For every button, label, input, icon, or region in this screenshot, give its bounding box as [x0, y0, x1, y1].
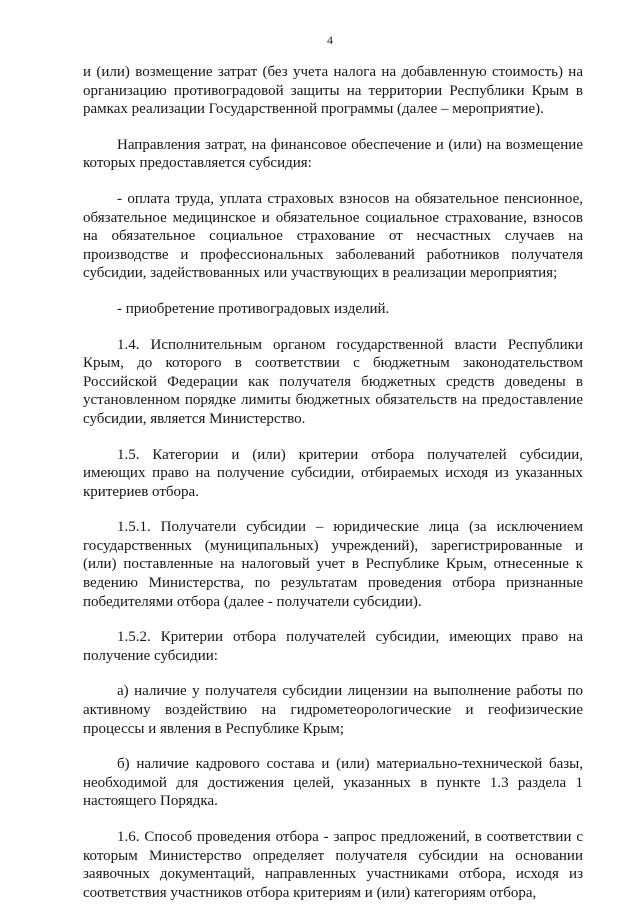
- paragraph-1-5-1: 1.5.1. Получатели субсидии – юридические лица (за исключением государственных (муниципальных) учреждений), зарегистрированные и (или) поставленные на налоговый учет в Республике Крым, отнесенные к ведению Министерства, по результатам проведения отбора признанные победителями отбора (далее - получатели субсидии).: [83, 519, 583, 610]
- page-number: 4: [327, 33, 333, 47]
- paragraph-labor-costs: - оплата труда, уплата страховых взносов на обязательное пенсионное, обязательное медицинское и обязательное социальное страхование, взносов на обязательное социальное страхование от несчастных случаев на производстве и профессиональных заболеваний работников получателя субсидии, задействованных или участвующих в реализации мероприятия;: [83, 190, 583, 282]
- paragraph-criterion-a: а) наличие у получателя субсидии лицензии на выполнение работы по активному воздействию на гидрометеорологические и геофизические процессы и явления в Республике Крым;: [83, 683, 583, 737]
- paragraph-1-4: 1.4. Исполнительным органом государственной власти Республики Крым, до которого в соответствии с бюджетным законодательством Российской Федерации как получателя бюджетных средств доведены в установленном порядке лимиты бюджетных обязательств на предоставление субсидии, является Министерство.: [83, 336, 583, 427]
- paragraph-continuation: и (или) возмещение затрат (без учета налога на добавленную стоимость) на организацию противоградовой защиты на территории Республики Крым в рамках реализации Государственной программы (далее – мероприятие).: [83, 64, 583, 118]
- document-body: [83, 63, 583, 919]
- paragraph-1-5-2: 1.5.2. Критерии отбора получателей субсидии, имеющих право на получение субсидии:: [83, 629, 583, 664]
- paragraph-1-6: 1.6. Способ проведения отбора - запрос предложений, в соответствии с которым Министерство определяет получателя субсидии на основании заявочных документаций, направленных участниками отбора, исходя из соответствия участников отбора критериям и (или) категориям отбора,: [83, 829, 583, 901]
- paragraph-hail-products: - приобретение противоградовых изделий.: [117, 300, 390, 317]
- paragraph-criterion-b: б) наличие кадрового состава и (или) материально-технической базы, необходимой для достижения целей, указанных в пункте 1.3 раздела 1 настоящего Порядка.: [83, 756, 583, 810]
- paragraph-expense-directions: Направления затрат, на финансовое обеспечение и (или) на возмещение которых предоставляется субсидия:: [83, 136, 583, 172]
- paragraph-1-5: 1.5. Категории и (или) критерии отбора получателей субсидии, имеющих право на получение субсидии, отбираемых исходя из указанных критериев отбора.: [83, 446, 583, 500]
